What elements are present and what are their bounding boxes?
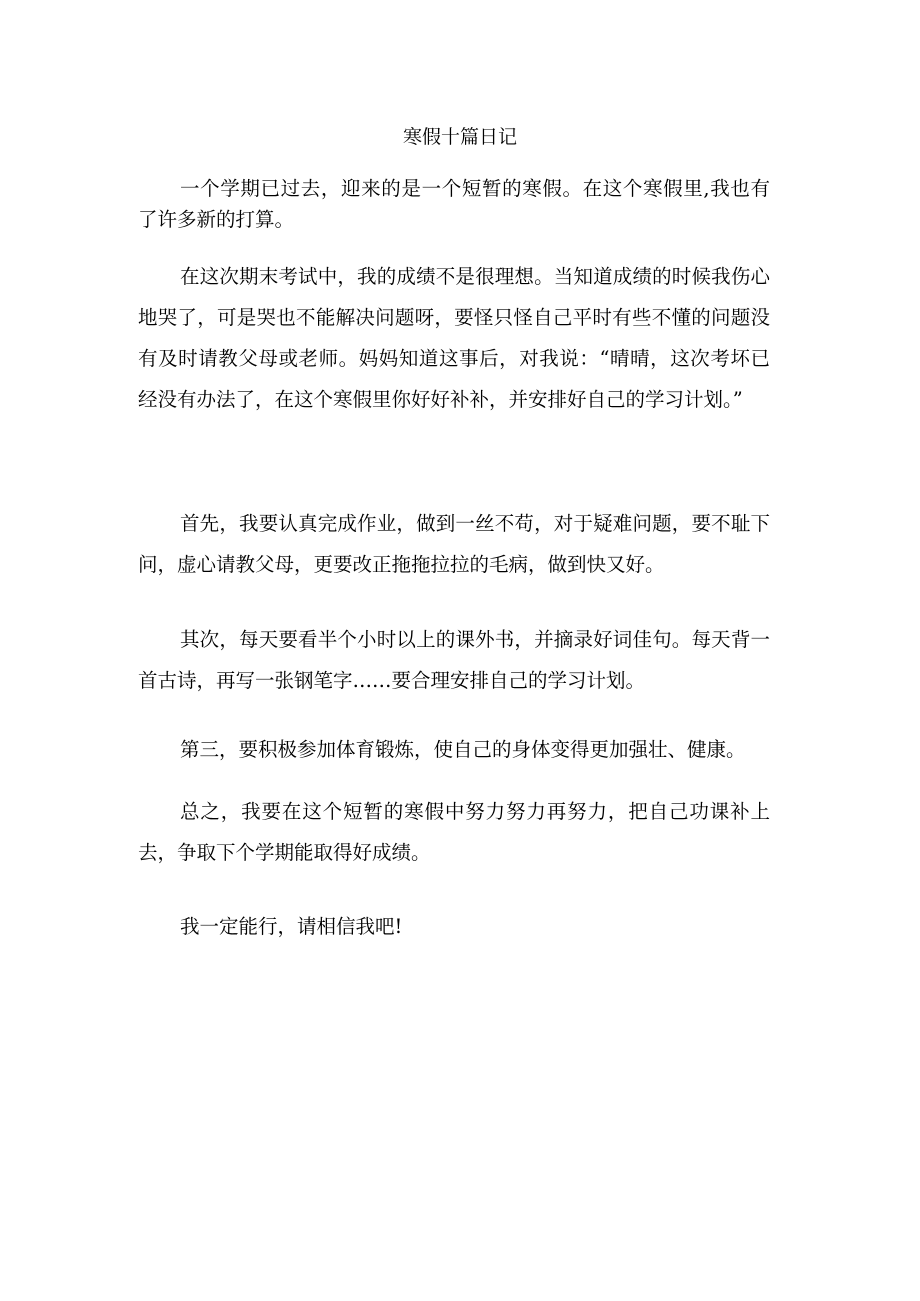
paragraph-third: 第三，要积极参加体育锻炼，使自己的身体变得更加强壮、健康。 [180,738,746,761]
paragraph-intro: 一个学期已过去，迎来的是一个短暂的寒假。在这个寒假里,我也有了许多新的打算。 [138,177,770,231]
document-title: 寒假十篇日记 [402,126,517,148]
paragraph-exam: 在这次期末考试中，我的成绩不是很理想。当知道成绩的时候我伤心地哭了，可是哭也不能解决问题呀，要怪只怪自己平时有些不懂的问题没有及时请教父母或老师。妈妈知道这事后，对我说：“晴晴，这次考坏已经没有办法了，在这个寒假里你好好补补，并安排好自己的学习计划。” [138,265,770,411]
paragraph-summary: 总之，我要在这个短暂的寒假中努力努力再努力，把自己功课补上去，争取下个学期能取得好成绩。 [138,800,770,864]
paragraph-first: 首先，我要认真完成作业，做到一丝不苟，对于疑难问题，要不耻下问，虚心请教父母，更要改正拖拖拉拉的毛病，做到快又好。 [138,512,770,576]
paragraph-closing: 我一定能行，请相信我吧! [180,915,403,938]
paragraph-second: 其次，每天要看半个小时以上的课外书，并摘录好词佳句。每天背一首古诗，再写一张钢笔字……要合理安排自己的学习计划。 [138,628,770,692]
